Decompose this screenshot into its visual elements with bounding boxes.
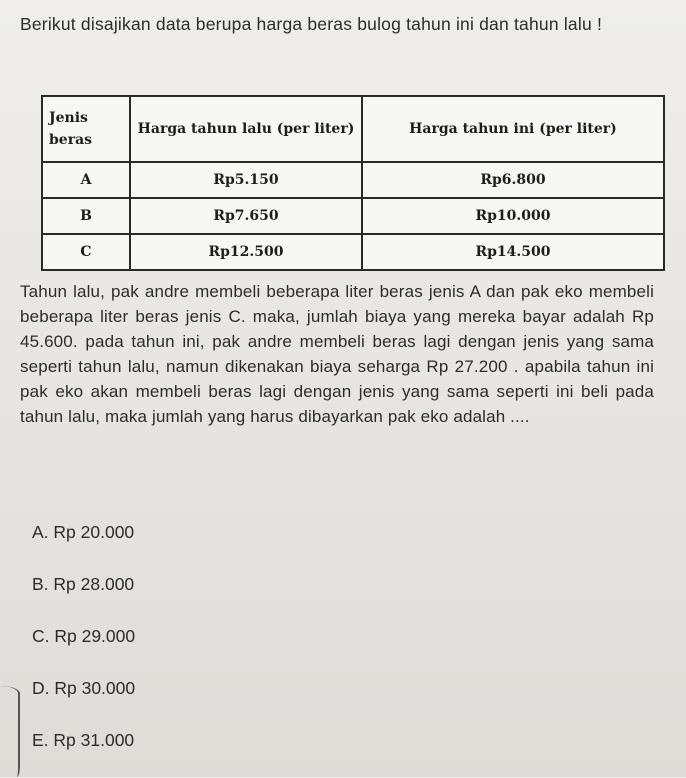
cell-jenis: A	[42, 162, 130, 198]
cell-harga-lalu: Rp12.500	[130, 234, 362, 270]
handwritten-bracket-mark	[0, 686, 20, 777]
option-a[interactable]: A. Rp 20.000	[32, 522, 135, 542]
cell-harga-lalu: Rp5.150	[130, 162, 362, 198]
cell-harga-ini: Rp14.500	[362, 234, 664, 270]
option-b[interactable]: B. Rp 28.000	[32, 574, 135, 594]
option-e[interactable]: E. Rp 31.000	[32, 730, 135, 750]
option-d[interactable]: D. Rp 30.000	[32, 678, 136, 698]
table-row	[42, 234, 664, 270]
header-harga-lalu: Harga tahun lalu (per liter)	[130, 96, 362, 162]
cell-harga-ini: Rp6.800	[362, 162, 664, 198]
table-row	[42, 162, 664, 198]
cell-harga-ini: Rp10.000	[362, 198, 664, 234]
problem-text: Tahun lalu, pak andre membeli beberapa liter beras jenis A dan pak eko membeli beberapa liter beras jenis C. maka, jumlah biaya yang mereka bayar adalah Rp 45.600. pada tahun ini, pak andre membeli beras lagi dengan jenis yang sama seperti tahun lalu, namun dikenakan biaya seharga Rp 27.200 . apabila tahun ini pak eko akan membeli beras lagi dengan jenis yang sama seperti ini beli pada tahun lalu, maka jumlah yang harus dibayarkan pak eko adalah ....	[20, 282, 654, 426]
cell-harga-lalu: Rp7.650	[130, 198, 362, 234]
header-harga-ini: Harga tahun ini (per liter)	[362, 96, 664, 162]
header-jenis: Jenis beras	[42, 96, 130, 162]
cell-jenis: B	[42, 198, 130, 234]
table-row	[42, 198, 664, 234]
option-c[interactable]: C. Rp 29.000	[32, 626, 136, 646]
intro-text: Berikut disajikan data berupa harga beras bulog tahun ini dan tahun lalu !	[20, 14, 603, 34]
price-table	[41, 95, 665, 271]
table-header-row	[42, 96, 664, 162]
cell-jenis: C	[42, 234, 130, 270]
answer-options	[32, 518, 135, 778]
